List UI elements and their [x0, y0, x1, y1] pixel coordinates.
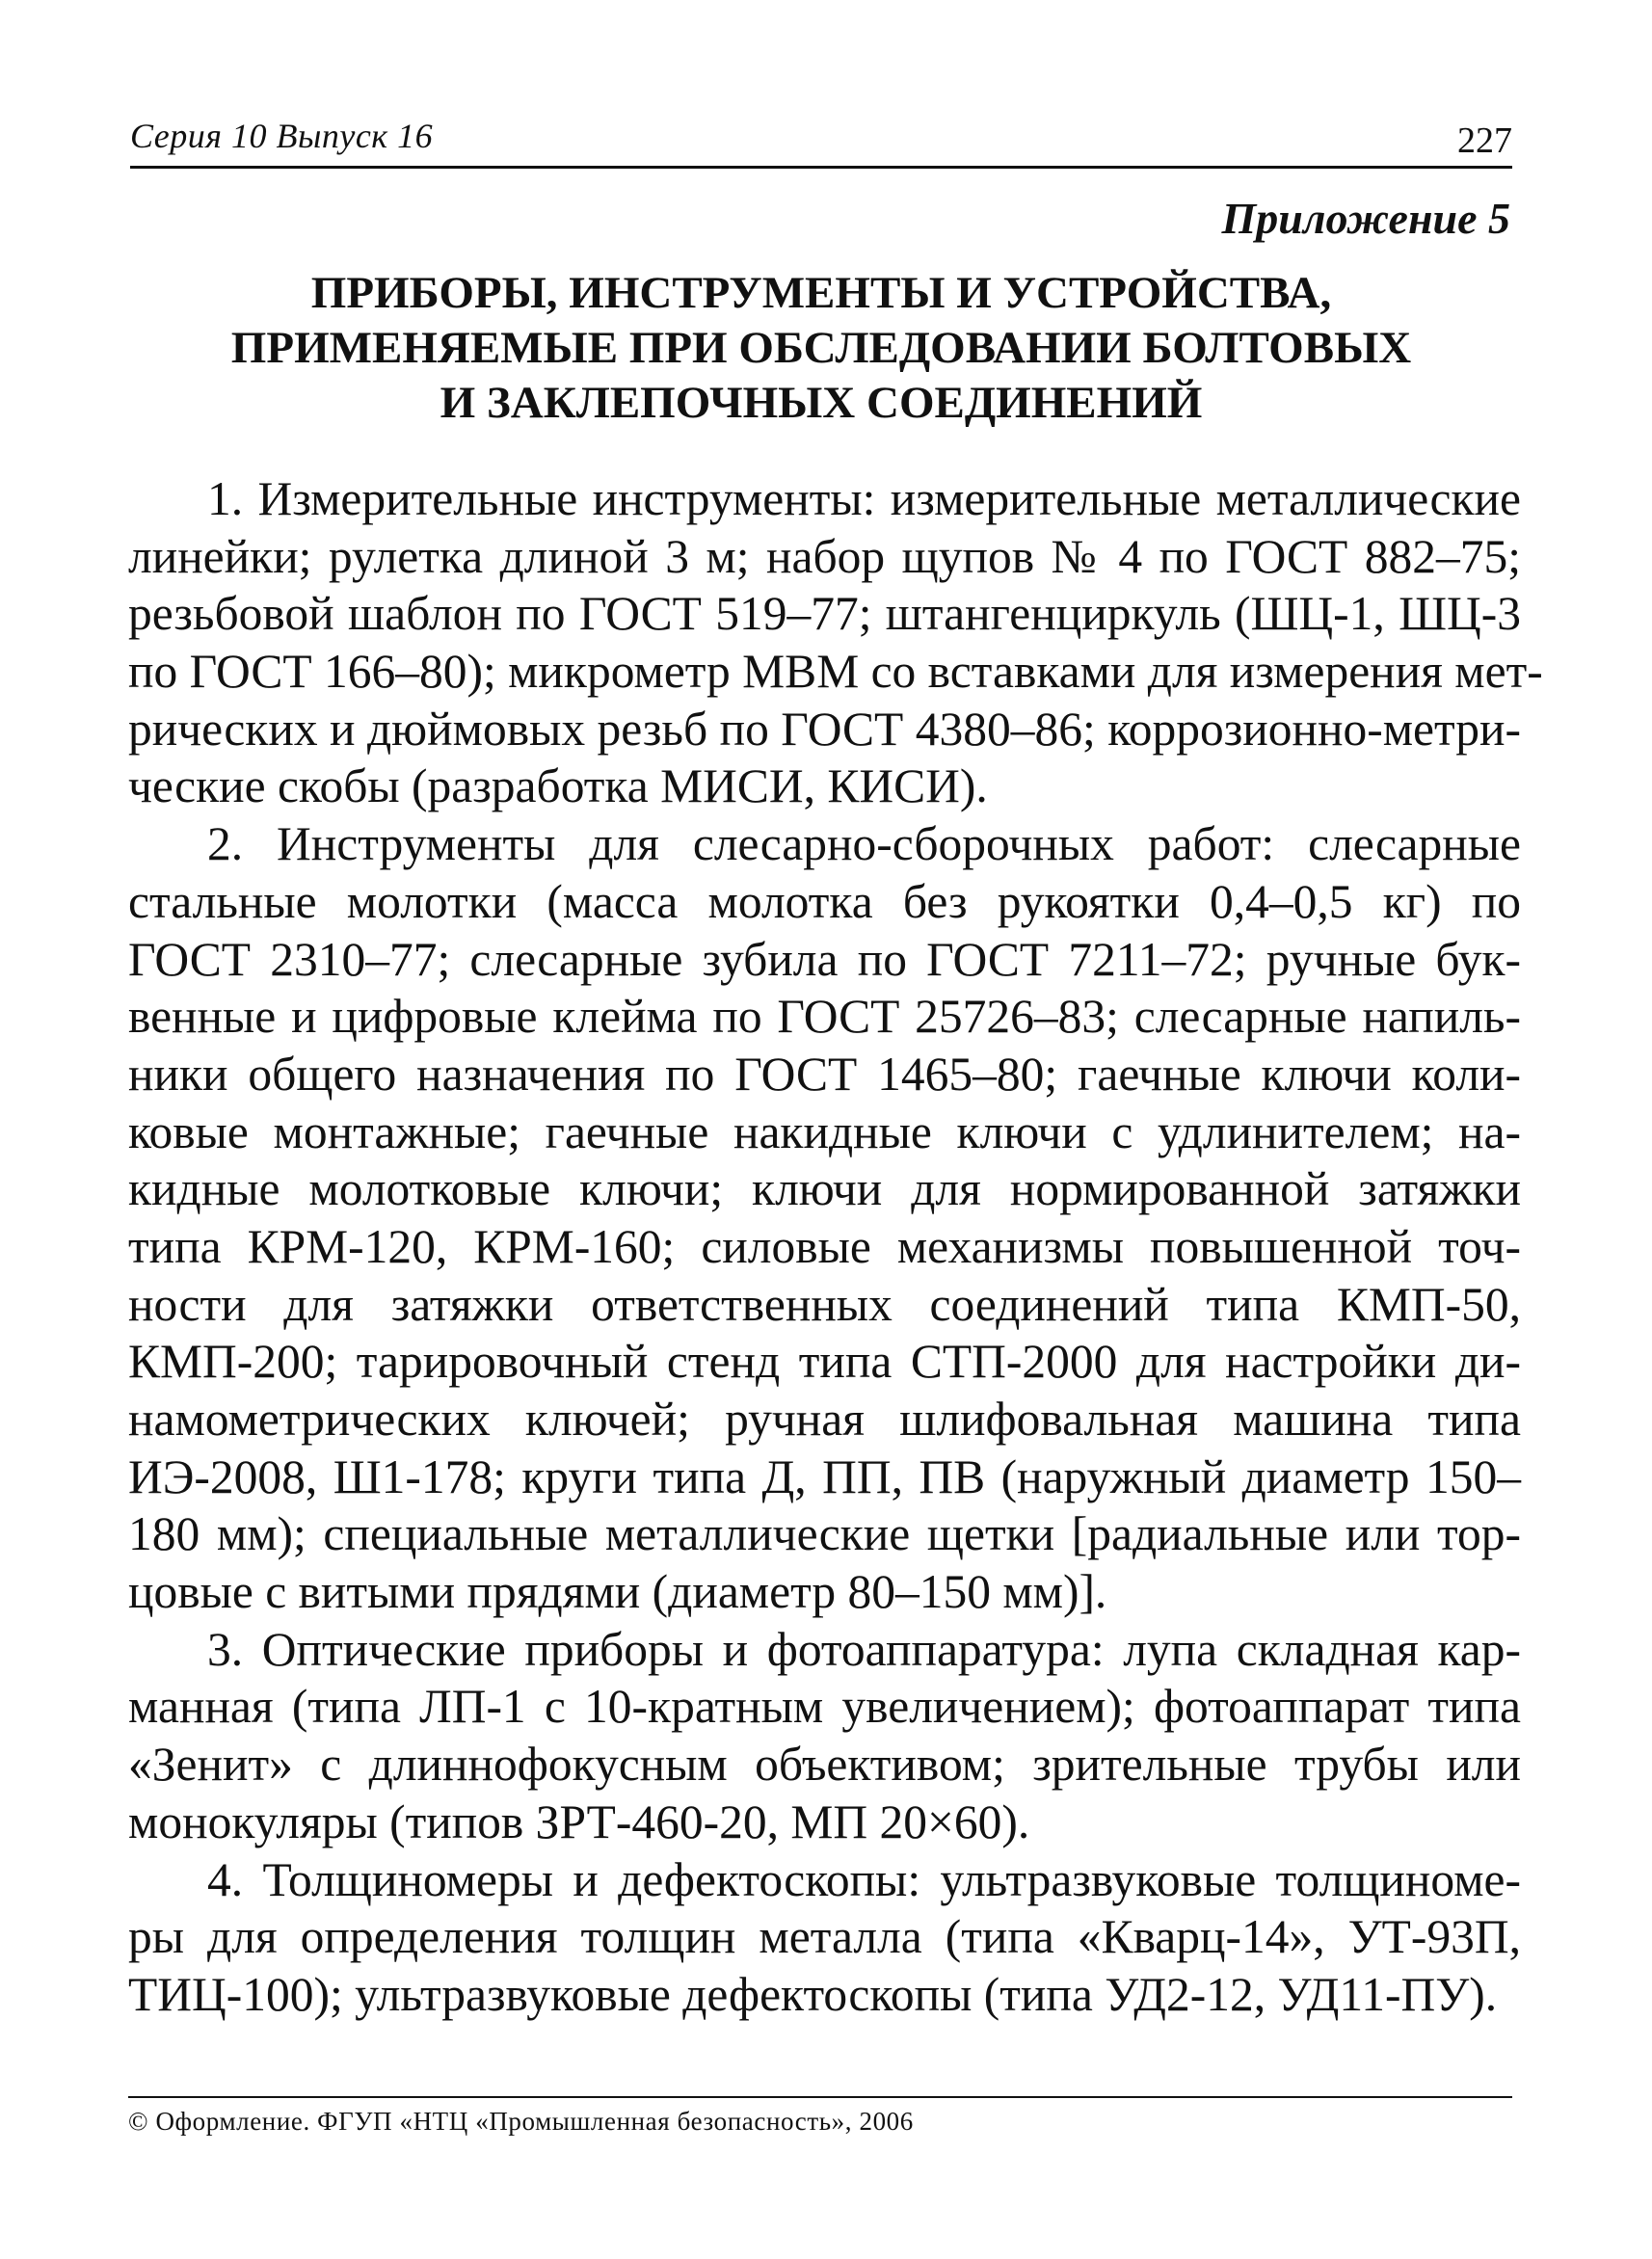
- text-line: венные и цифровые клейма по ГОСТ 25726–83; слесарные напиль-: [128, 990, 1521, 1044]
- text-line: по ГОСТ 166–80); микрометр МВМ со вставками для измерения мет-: [128, 645, 1543, 699]
- text-line: ники общего назначения по ГОСТ 1465–80; гаечные ключи коли-: [128, 1047, 1521, 1101]
- text-line: КМП-200; тарировочный стенд типа СТП-2000 для настройки ди-: [128, 1335, 1521, 1389]
- text-line: ГОСТ 2310–77; слесарные зубила по ГОСТ 7211–72; ручные бук-: [128, 932, 1521, 986]
- text-line: 4. Толщиномеры и дефектоскопы: ультразвуковые толщиноме-: [207, 1852, 1521, 1906]
- text-line: ИЭ-2008, Ш1-178; круги типа Д, ПП, ПВ (наружный диаметр 150–: [128, 1449, 1521, 1503]
- body-text: [128, 470, 1543, 2024]
- text-line: резьбовой шаблон по ГОСТ 519–77; штангенциркуль (ШЦ-1, ШЦ-3: [128, 587, 1521, 641]
- text-line: 1. Измерительные инструменты: измерительные металлические: [207, 472, 1521, 525]
- text-line: ности для затяжки ответственных соединений типа КМП-50,: [128, 1277, 1521, 1331]
- paragraph-optical-devices: [128, 1621, 1521, 1851]
- text-line: 180 мм); специальные металлические щетки [радиальные или тор-: [128, 1507, 1521, 1561]
- section-title: [135, 266, 1507, 431]
- running-header: [130, 108, 1512, 169]
- title-line: ПРИМЕНЯЕМЫЕ ПРИ ОБСЛЕДОВАНИИ БОЛТОВЫХ: [230, 323, 1412, 373]
- text-line: стальные молотки (масса молотка без рукоятки 0,4–0,5 кг) по: [128, 874, 1521, 928]
- text-line: линейки; рулетка длиной 3 м; набор щупов № 4 по ГОСТ 882–75;: [128, 529, 1521, 583]
- text-line: ковые монтажные; гаечные накидные ключи с удлинителем; на-: [128, 1104, 1521, 1158]
- text-line: цовые с витыми прядями (диаметр 80–150 мм)].: [128, 1565, 1107, 1619]
- copyright-footer: © Оформление. ФГУП «НТЦ «Промышленная безопасность», 2006: [128, 2107, 914, 2136]
- text-line: монокуляры (типов ЗРТ-460-20, МП 20×60).: [128, 1794, 1030, 1848]
- appendix-label: Приложение 5: [1221, 194, 1510, 243]
- paragraph-thickness-gauges: [128, 1851, 1521, 2024]
- text-line: манная (типа ЛП-1 с 10-кратным увеличением); фотоаппарат типа: [128, 1680, 1521, 1734]
- title-line: И ЗАКЛЕПОЧНЫХ СОЕДИНЕНИЙ: [440, 378, 1203, 428]
- text-line: 2. Инструменты для слесарно-сборочных работ: слесарные: [207, 817, 1521, 871]
- series-issue-label: Серия 10 Выпуск 16: [130, 117, 434, 155]
- text-line: типа КРМ-120, КРМ-160; силовые механизмы повышенной точ-: [128, 1219, 1521, 1273]
- paragraph-assembly-tools: [128, 815, 1521, 1621]
- text-line: 3. Оптические приборы и фотоаппаратура: лупа складная кар-: [207, 1622, 1521, 1676]
- text-line: намометрических ключей; ручная шлифовальная машина типа: [128, 1393, 1521, 1446]
- page-number: 227: [1457, 120, 1512, 161]
- paragraph-measuring-tools: [128, 470, 1543, 815]
- text-line: ТИЦ-100); ультразвуковые дефектоскопы (типа УД2-12, УД11-ПУ).: [128, 1967, 1498, 2021]
- footer-divider: [128, 2096, 1512, 2098]
- text-line: ческие скобы (разработка МИСИ, КИСИ).: [128, 759, 988, 813]
- text-line: рических и дюймовых резьб по ГОСТ 4380–86; коррозионно-метри-: [128, 702, 1521, 756]
- text-line: «Зенит» с длиннофокусным объективом; зрительные трубы или: [128, 1738, 1521, 1792]
- text-line: ры для определения толщин металла (типа «Кварц-14», УТ-93П,: [128, 1910, 1521, 1964]
- title-line: ПРИБОРЫ, ИНСТРУМЕНТЫ И УСТРОЙСТВА,: [310, 268, 1332, 318]
- text-line: кидные молотковые ключи; ключи для нормированной затяжки: [128, 1162, 1521, 1216]
